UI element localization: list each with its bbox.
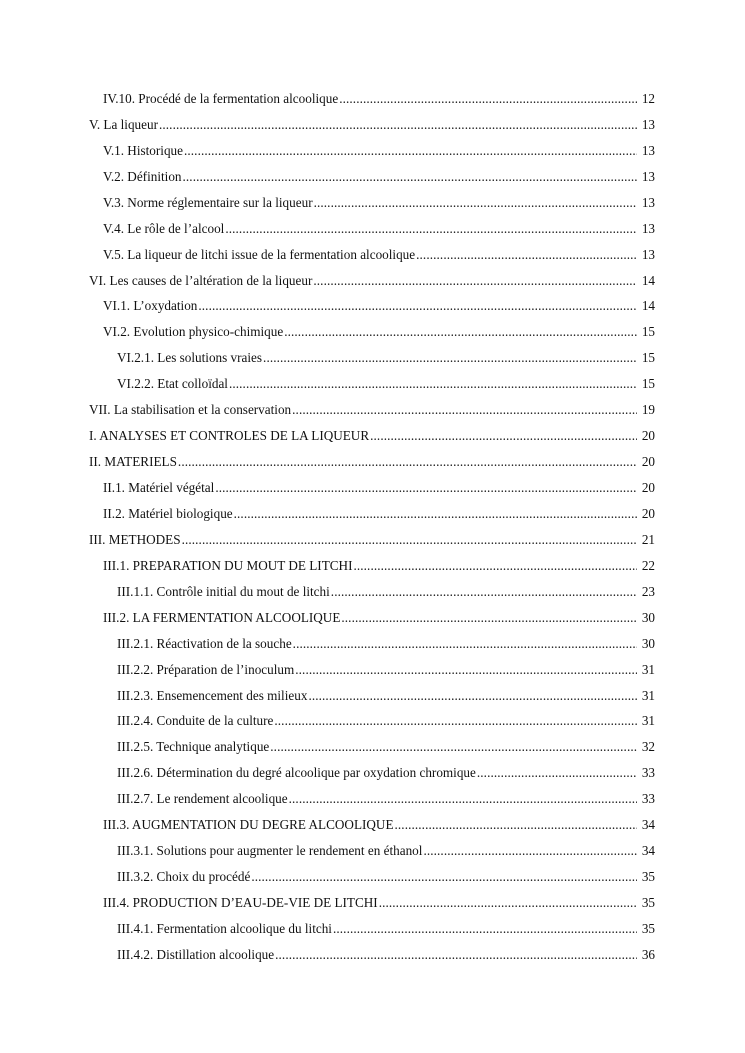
dot-leader [215,480,637,496]
dot-leader [275,947,637,963]
toc-entry[interactable] [0,501,745,527]
toc-entry-page-number: 33 [641,765,655,781]
toc-entry[interactable] [0,345,745,371]
dot-leader [331,584,637,600]
toc-entry-page-number: 21 [641,531,655,547]
toc-entry-label: I. ANALYSES ET CONTROLES DE LA LIQUEUR [89,428,370,444]
toc-entry[interactable] [0,683,745,709]
toc-entry-page-number: 20 [641,480,655,496]
dot-leader [289,791,637,807]
dot-leader [184,143,637,159]
toc-entry[interactable] [0,890,745,916]
toc-entry-label: III.2.4. Conduite de la culture [117,713,274,729]
toc-entry-page-number: 14 [641,298,655,314]
toc-entry[interactable] [0,423,745,449]
toc-entry[interactable] [0,397,745,423]
toc-entry-label: III.1. PREPARATION DU MOUT DE LITCHI [103,557,353,573]
toc-entry-label: II.2. Matériel biologique [103,505,233,521]
toc-entry-page-number: 31 [641,713,655,729]
toc-entry[interactable] [0,760,745,786]
toc-entry[interactable] [0,786,745,812]
toc-entry-label: III.4. PRODUCTION D’EAU-DE-VIE DE LITCHI [103,895,378,911]
toc-entry[interactable] [0,475,745,501]
dot-leader [423,843,637,859]
toc-entry-page-number: 35 [641,920,655,936]
dot-leader [313,273,637,289]
dot-leader [229,376,637,392]
toc-entry-page-number: 34 [641,817,655,833]
dot-leader [295,662,637,678]
toc-entry[interactable] [0,579,745,605]
table-of-contents [0,86,745,968]
toc-entry-label: II. MATERIELS [89,454,177,470]
dot-leader [198,298,637,314]
toc-entry[interactable] [0,449,745,475]
toc-entry-label: V. La liqueur [89,116,158,132]
dot-leader [270,739,637,755]
toc-entry-page-number: 13 [641,142,655,158]
toc-entry-page-number: 13 [641,246,655,262]
dot-leader [370,428,637,444]
toc-entry-label: VI.2.2. Etat colloïdal [117,376,228,392]
toc-entry-label: V.3. Norme réglementaire sur la liqueur [103,194,313,210]
toc-entry[interactable] [0,553,745,579]
toc-entry-label: V.2. Définition [103,168,182,184]
toc-entry-page-number: 13 [641,194,655,210]
toc-entry[interactable] [0,734,745,760]
toc-entry-label: III.2.2. Préparation de l’inoculum [117,661,295,677]
dot-leader [263,350,637,366]
toc-entry[interactable] [0,294,745,320]
toc-entry[interactable] [0,864,745,890]
toc-entry[interactable] [0,812,745,838]
dot-leader [353,558,637,574]
toc-entry-label: III.2. LA FERMENTATION ALCOOLIQUE [103,609,341,625]
dot-leader [274,713,637,729]
dot-leader [395,817,638,833]
toc-entry-label: III. METHODES [89,531,181,547]
toc-entry-label: V.4. Le rôle de l’alcool [103,220,225,236]
toc-entry-page-number: 30 [641,635,655,651]
toc-entry-label: VII. La stabilisation et la conservation [89,402,292,418]
toc-entry[interactable] [0,268,745,294]
toc-entry-page-number: 31 [641,687,655,703]
dot-leader [341,610,637,626]
toc-entry-page-number: 35 [641,869,655,885]
dot-leader [182,532,637,548]
toc-entry[interactable] [0,86,745,112]
dot-leader [225,221,637,237]
toc-entry-label: VI.2. Evolution physico-chimique [103,324,284,340]
toc-entry-page-number: 20 [641,505,655,521]
toc-entry-label: III.2.1. Réactivation de la souche [117,635,292,651]
dot-leader [183,169,637,185]
toc-entry[interactable] [0,527,745,553]
toc-entry-page-number: 15 [641,324,655,340]
toc-entry-label: III.3.2. Choix du procédé [117,869,251,885]
toc-entry[interactable] [0,216,745,242]
dot-leader [178,454,637,470]
dot-leader [292,402,637,418]
toc-entry[interactable] [0,838,745,864]
toc-entry-page-number: 13 [641,220,655,236]
toc-entry-page-number: 14 [641,272,655,288]
toc-entry-page-number: 32 [641,739,655,755]
toc-entry[interactable] [0,709,745,735]
toc-entry[interactable] [0,190,745,216]
toc-entry-label: III.4.2. Distillation alcoolique [117,946,275,962]
toc-entry-label: IV.10. Procédé de la fermentation alcoolique [103,90,339,106]
dot-leader [284,324,637,340]
toc-entry-page-number: 23 [641,583,655,599]
toc-entry[interactable] [0,164,745,190]
toc-entry-page-number: 12 [641,90,655,106]
toc-entry-label: V.5. La liqueur de litchi issue de la fermentation alcoolique [103,246,416,262]
toc-entry-label: III.2.3. Ensemencement des milieux [117,687,308,703]
dot-leader [339,91,637,107]
dot-leader [314,195,637,211]
toc-entry[interactable] [0,916,745,942]
toc-entry[interactable] [0,605,745,631]
toc-entry-page-number: 33 [641,791,655,807]
toc-entry-label: III.2.5. Technique analytique [117,739,270,755]
dot-leader [477,765,637,781]
toc-entry-page-number: 19 [641,402,655,418]
dot-leader [293,636,637,652]
toc-entry-label: III.3.1. Solutions pour augmenter le rendement en éthanol [117,843,423,859]
toc-entry-label: III.2.7. Le rendement alcoolique [117,791,288,807]
dot-leader [379,895,637,911]
toc-entry-page-number: 30 [641,609,655,625]
toc-entry-page-number: 15 [641,350,655,366]
dot-leader [234,506,637,522]
toc-entry-page-number: 13 [641,168,655,184]
toc-entry-page-number: 15 [641,376,655,392]
toc-entry-label: III.1.1. Contrôle initial du mout de litchi [117,583,330,599]
toc-entry-label: VI. Les causes de l’altération de la liqueur [89,272,313,288]
toc-entry[interactable] [0,631,745,657]
toc-entry-page-number: 20 [641,454,655,470]
toc-entry-page-number: 36 [641,946,655,962]
toc-entry-label: V.1. Historique [103,142,183,158]
dot-leader [416,247,637,263]
toc-entry-label: III.4.1. Fermentation alcoolique du litchi [117,920,332,936]
toc-entry-label: III.3. AUGMENTATION DU DEGRE ALCOOLIQUE [103,817,394,833]
toc-entry[interactable] [0,242,745,268]
toc-entry-label: VI.2.1. Les solutions vraies [117,350,263,366]
toc-entry-page-number: 13 [641,116,655,132]
toc-entry[interactable] [0,657,745,683]
toc-entry-page-number: 20 [641,428,655,444]
toc-entry[interactable] [0,319,745,345]
toc-entry[interactable] [0,112,745,138]
dot-leader [333,921,637,937]
toc-entry[interactable] [0,942,745,968]
toc-entry-page-number: 22 [641,557,655,573]
dot-leader [308,688,637,704]
toc-entry-page-number: 34 [641,843,655,859]
dot-leader [159,117,637,133]
dot-leader [251,869,637,885]
toc-entry-label: II.1. Matériel végétal [103,480,215,496]
toc-entry[interactable] [0,371,745,397]
toc-entry-page-number: 31 [641,661,655,677]
toc-entry-label: VI.1. L’oxydation [103,298,198,314]
toc-entry[interactable] [0,138,745,164]
toc-entry-label: III.2.6. Détermination du degré alcoolique par oxydation chromique [117,765,476,781]
toc-entry-page-number: 35 [641,895,655,911]
